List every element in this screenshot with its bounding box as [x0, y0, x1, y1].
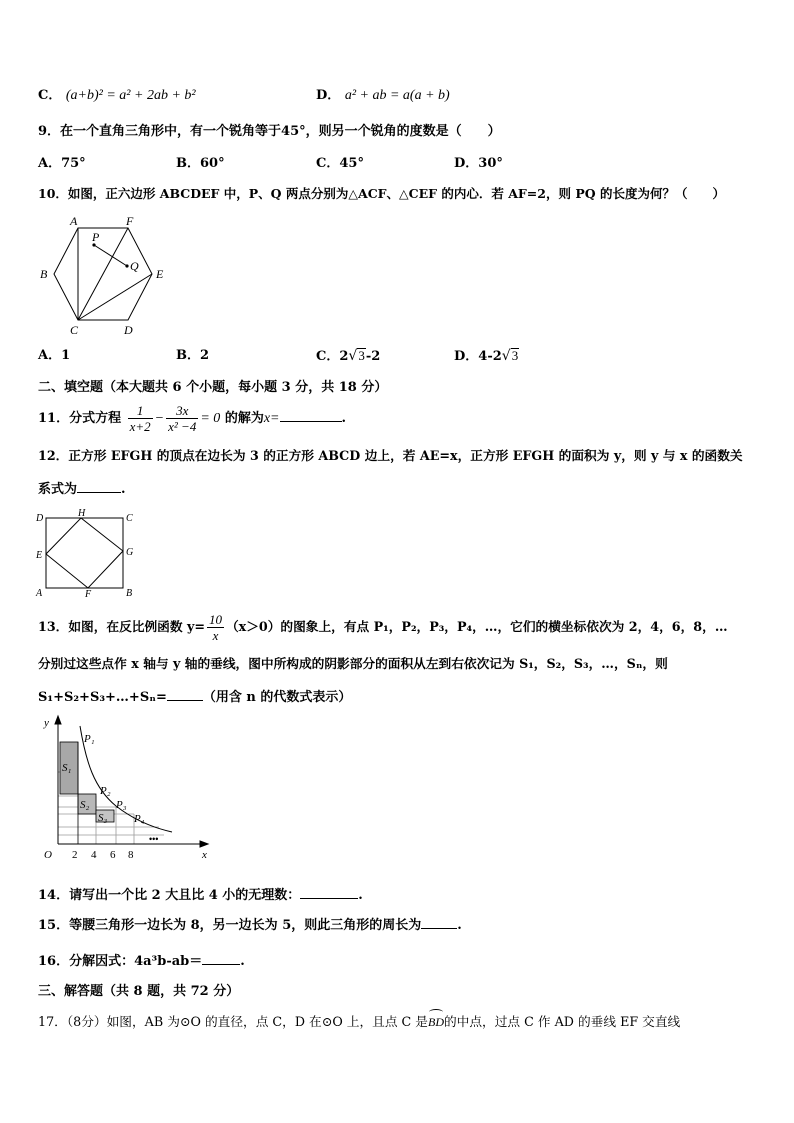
x-axis-arrow [200, 841, 208, 847]
q14-answer-blank[interactable] [300, 884, 358, 899]
label-p1: P₁ [84, 733, 95, 745]
label-p4: P₄ [134, 813, 145, 825]
label-f: F [85, 589, 92, 600]
label-b: B [40, 267, 48, 281]
label-s2: S₂ [80, 799, 90, 811]
q9-option-b: B．60° [176, 156, 225, 171]
q13-fraction: $\frac{10}{x}$ [208, 612, 222, 643]
q8-option-d [316, 86, 450, 106]
arc-bd: BD [428, 1012, 444, 1032]
q17-text: 17．（8分）如图，AB 为⊙O 的直径，点 C，D 在⊙O 上，且点 C 是BD 的中点，过点 C 作 AD 的垂线 EF 交直线 [38, 1012, 680, 1032]
label-s3: S₃ [98, 812, 108, 824]
label-q: Q [130, 259, 139, 273]
q10-option-b: B．2 [176, 348, 210, 363]
tick-6: 6 [110, 849, 116, 861]
q11-text: 11．分式方程 $\frac{1}{x+2}$ − $\frac{3x}{\text{x² −4}}$ = 0 的解为x= . [38, 403, 347, 434]
tick-4: 4 [91, 849, 97, 861]
y-axis-arrow [55, 716, 61, 724]
point-q [125, 264, 128, 267]
label-g: G [126, 547, 134, 558]
label-d: D [36, 513, 44, 524]
label-s1: S₁ [62, 762, 72, 774]
q13-line-2: 分别过这些点作 x 轴与 y 轴的垂线，图中所构成的阴影部分的面积从左到右依次记为 S₁，S₂，S₃，…，Sₙ，则 [38, 656, 668, 671]
q15-text: 15．等腰三角形一边长为 8，另一边长为 5，则此三角形的周长为 . [38, 914, 462, 936]
q10-hexagon-figure [30, 212, 180, 338]
q15-answer-blank[interactable] [421, 914, 457, 929]
q16-answer-blank[interactable] [202, 950, 240, 965]
q8-option-d-label: D． [316, 88, 341, 103]
label-h: H [78, 508, 86, 519]
q8-option-c-label: C． [38, 88, 62, 103]
label-b: B [126, 588, 133, 599]
label-origin: O [44, 849, 52, 861]
q10-option-d: D．4-2√3 [454, 348, 519, 364]
label-a: A [70, 214, 78, 228]
q12-answer-blank[interactable] [77, 478, 121, 493]
q8-option-d-expr: a² + ab = a(a + b) [344, 88, 450, 103]
label-a: A [36, 588, 43, 599]
q11-fraction-1: $\frac{1}{x+2}$ [129, 403, 151, 434]
q13-line-3: S₁+S₂+S₃+…+Sₙ= （用含 n 的代数式表示） [38, 686, 351, 708]
label-e: E [156, 267, 164, 281]
tick-8: 8 [128, 849, 134, 861]
tick-2: 2 [72, 849, 78, 861]
label-c: C [126, 513, 133, 524]
label-p2: P₂ [100, 785, 111, 797]
q14-text: 14．请写出一个比 2 大且比 4 小的无理数： . [38, 884, 363, 906]
segment-cf [78, 228, 128, 320]
q13-line-1: 13．如图，在反比例函数 y= $\frac{10}{x}$ （x＞0）的图象上，有点 P₁，P₂，P₃，P₄，…，它们的横坐标依次为 2，4，6，8，… [38, 612, 728, 643]
q13-answer-blank[interactable] [167, 686, 203, 701]
q11-answer-blank[interactable] [280, 407, 342, 422]
segment-ce [78, 274, 152, 320]
q10-option-c: C．2√3-2 [316, 348, 381, 364]
q9-option-d: D．30° [454, 156, 503, 171]
q9-option-a: A．75° [38, 156, 86, 171]
label-x: x [202, 849, 207, 861]
section-2-heading: 二、填空题（本大题共 6 个小题，每小题 3 分，共 18 分） [38, 380, 388, 395]
label-f: F [126, 214, 134, 228]
label-e: E [36, 550, 43, 561]
label-c: C [70, 323, 79, 337]
square-efgh [46, 518, 123, 588]
sqrt-3: 3 [358, 348, 365, 363]
label-p: P [92, 230, 100, 244]
q11-fraction-2: $\frac{3x}{\text{x² −4}}$ [168, 403, 197, 434]
label-y: y [44, 717, 49, 729]
sqrt-3: 3 [511, 348, 519, 363]
segment-pq [94, 245, 127, 266]
q8-option-c-expr: (a+b)² = a² + 2ab + b² [65, 88, 196, 103]
section-3-heading: 三、解答题（共 8 题，共 72 分） [38, 984, 240, 999]
q10-option-a: A．1 [38, 348, 71, 363]
q12-square-figure [30, 508, 140, 600]
q8-option-c [38, 86, 196, 106]
label-p3: P₃ [116, 799, 127, 811]
q16-text: 16．分解因式：4a³b-ab＝ . [38, 950, 245, 972]
ellipsis-dots: ••• [149, 834, 159, 844]
q9-text: 9．在一个直角三角形中，有一个锐角等于45°，则另一个锐角的度数是（ ） [38, 124, 501, 139]
q13-graph [34, 712, 214, 864]
q12-line-2: 系式为 . [38, 478, 126, 500]
q9-option-c: C．45° [316, 156, 364, 171]
q12-line-1: 12．正方形 EFGH 的顶点在边长为 3 的正方形 ABCD 边上，若 AE=x，正方形 EFGH 的面积为 y，则 y 与 x 的函数关 [38, 448, 743, 463]
label-d: D [124, 323, 133, 337]
square-abcd [46, 518, 123, 588]
q10-text: 10．如图，正六边形 ABCDEF 中，P、Q 两点分别为△ACF、△CEF 的内心．若 AF=2，则 PQ 的长度为何？（ ） [38, 186, 725, 201]
